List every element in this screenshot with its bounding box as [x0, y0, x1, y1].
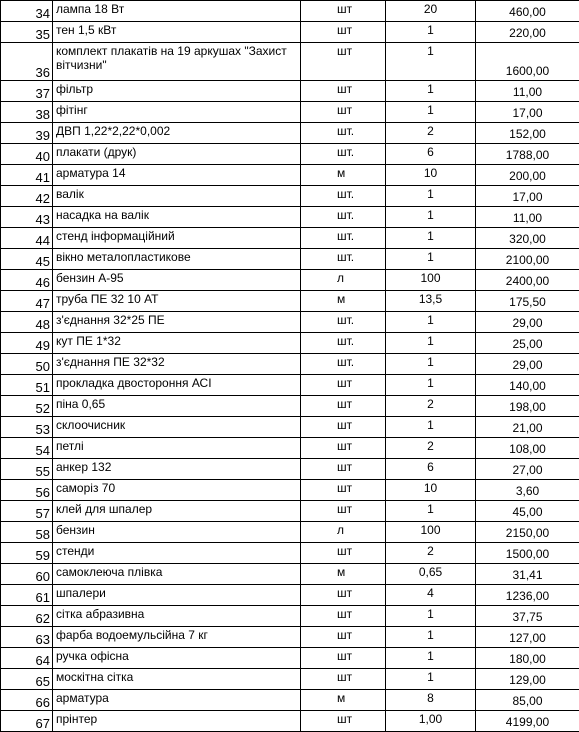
item-unit: шт — [301, 81, 386, 102]
row-number: 44 — [1, 228, 53, 249]
item-sum: 27,00 — [476, 459, 579, 480]
row-number: 67 — [1, 711, 53, 732]
table-row — [1, 627, 579, 648]
row-number: 66 — [1, 690, 53, 711]
item-name: валік — [53, 186, 301, 207]
row-number: 61 — [1, 585, 53, 606]
item-sum: 21,00 — [476, 417, 579, 438]
table-row — [1, 228, 579, 249]
item-sum: 129,00 — [476, 669, 579, 690]
item-name: лампа 18 Вт — [53, 1, 301, 22]
table-row — [1, 711, 579, 732]
row-number: 49 — [1, 333, 53, 354]
item-unit: шт. — [301, 144, 386, 165]
item-quantity: 1 — [386, 648, 476, 669]
item-sum: 1788,00 — [476, 144, 579, 165]
item-sum: 17,00 — [476, 102, 579, 123]
item-sum: 4199,00 — [476, 711, 579, 732]
item-sum: 180,00 — [476, 648, 579, 669]
item-quantity: 13,5 — [386, 291, 476, 312]
row-number: 62 — [1, 606, 53, 627]
item-quantity: 100 — [386, 522, 476, 543]
table-row — [1, 1, 579, 22]
row-number: 56 — [1, 480, 53, 501]
item-sum: 108,00 — [476, 438, 579, 459]
row-number: 63 — [1, 627, 53, 648]
item-quantity: 2 — [386, 438, 476, 459]
item-quantity: 1 — [386, 312, 476, 333]
table-row — [1, 690, 579, 711]
item-quantity: 2 — [386, 123, 476, 144]
row-number: 53 — [1, 417, 53, 438]
row-number: 34 — [1, 1, 53, 22]
table-row — [1, 459, 579, 480]
item-unit: шт — [301, 711, 386, 732]
table-row — [1, 396, 579, 417]
item-name: склоочисник — [53, 417, 301, 438]
table-row — [1, 417, 579, 438]
item-sum: 175,50 — [476, 291, 579, 312]
table-row — [1, 249, 579, 270]
item-quantity: 10 — [386, 165, 476, 186]
table-row — [1, 186, 579, 207]
table-row — [1, 81, 579, 102]
item-sum: 11,00 — [476, 207, 579, 228]
item-unit: м — [301, 165, 386, 186]
item-name: шпалери — [53, 585, 301, 606]
item-unit: шт — [301, 417, 386, 438]
item-name: саморіз 70 — [53, 480, 301, 501]
item-unit: шт — [301, 627, 386, 648]
item-quantity: 2 — [386, 396, 476, 417]
item-quantity: 1 — [386, 228, 476, 249]
row-number: 60 — [1, 564, 53, 585]
item-unit: шт — [301, 396, 386, 417]
item-quantity: 1 — [386, 606, 476, 627]
table-row — [1, 522, 579, 543]
item-name: анкер 132 — [53, 459, 301, 480]
item-quantity: 1 — [386, 669, 476, 690]
item-name: ручка офісна — [53, 648, 301, 669]
item-unit: л — [301, 522, 386, 543]
item-name: фітінг — [53, 102, 301, 123]
item-unit: шт — [301, 501, 386, 522]
row-number: 57 — [1, 501, 53, 522]
item-name: петлі — [53, 438, 301, 459]
item-unit: шт — [301, 43, 386, 81]
item-name: піна 0,65 — [53, 396, 301, 417]
item-unit: м — [301, 690, 386, 711]
row-number: 47 — [1, 291, 53, 312]
item-sum: 31,41 — [476, 564, 579, 585]
item-quantity: 10 — [386, 480, 476, 501]
item-sum: 11,00 — [476, 81, 579, 102]
row-number: 37 — [1, 81, 53, 102]
item-name: труба ПЕ 32 10 АТ — [53, 291, 301, 312]
table-row — [1, 354, 579, 375]
row-number: 39 — [1, 123, 53, 144]
table-row — [1, 291, 579, 312]
row-number: 65 — [1, 669, 53, 690]
item-sum: 140,00 — [476, 375, 579, 396]
item-name: сітка абразивна — [53, 606, 301, 627]
row-number: 52 — [1, 396, 53, 417]
row-number: 35 — [1, 22, 53, 43]
item-sum: 198,00 — [476, 396, 579, 417]
table-row — [1, 648, 579, 669]
item-sum: 29,00 — [476, 312, 579, 333]
item-sum: 220,00 — [476, 22, 579, 43]
item-sum: 37,75 — [476, 606, 579, 627]
item-sum: 45,00 — [476, 501, 579, 522]
item-sum: 25,00 — [476, 333, 579, 354]
item-name: клей для шпалер — [53, 501, 301, 522]
item-name: бензин А-95 — [53, 270, 301, 291]
item-sum: 200,00 — [476, 165, 579, 186]
item-quantity: 1 — [386, 207, 476, 228]
item-unit: шт — [301, 480, 386, 501]
item-quantity: 1 — [386, 22, 476, 43]
item-sum: 29,00 — [476, 354, 579, 375]
item-name: стенд інформаційний — [53, 228, 301, 249]
item-name: з'єднання 32*25 ПЕ — [53, 312, 301, 333]
item-name: кут ПЕ 1*32 — [53, 333, 301, 354]
item-name: ДВП 1,22*2,22*0,002 — [53, 123, 301, 144]
row-number: 59 — [1, 543, 53, 564]
item-sum: 1500,00 — [476, 543, 579, 564]
item-quantity: 2 — [386, 543, 476, 564]
row-number: 40 — [1, 144, 53, 165]
item-name: арматура 14 — [53, 165, 301, 186]
item-quantity: 1 — [386, 43, 476, 81]
item-unit: шт. — [301, 333, 386, 354]
table-row — [1, 144, 579, 165]
table-row — [1, 270, 579, 291]
item-unit: шт — [301, 543, 386, 564]
item-sum: 1600,00 — [476, 43, 579, 81]
item-sum: 2100,00 — [476, 249, 579, 270]
item-quantity: 1 — [386, 333, 476, 354]
item-quantity: 1 — [386, 627, 476, 648]
table-row — [1, 480, 579, 501]
item-sum: 1236,00 — [476, 585, 579, 606]
item-unit: л — [301, 270, 386, 291]
item-name: тен 1,5 кВт — [53, 22, 301, 43]
item-name: фарба водоемульсійна 7 кг — [53, 627, 301, 648]
item-sum: 127,00 — [476, 627, 579, 648]
item-name: плакати (друк) — [53, 144, 301, 165]
item-unit: шт — [301, 585, 386, 606]
row-number: 55 — [1, 459, 53, 480]
table-row — [1, 543, 579, 564]
item-sum: 2400,00 — [476, 270, 579, 291]
row-number: 42 — [1, 186, 53, 207]
item-name: фільтр — [53, 81, 301, 102]
item-unit: шт — [301, 1, 386, 22]
item-name: вікно металопластикове — [53, 249, 301, 270]
item-unit: м — [301, 564, 386, 585]
table-row — [1, 606, 579, 627]
item-quantity: 1 — [386, 102, 476, 123]
item-name: насадка на валік — [53, 207, 301, 228]
table-row — [1, 501, 579, 522]
table-row — [1, 165, 579, 186]
item-sum: 3,60 — [476, 480, 579, 501]
table-row — [1, 375, 579, 396]
item-quantity: 1,00 — [386, 711, 476, 732]
table-row — [1, 333, 579, 354]
table-row — [1, 207, 579, 228]
item-quantity: 20 — [386, 1, 476, 22]
item-unit: м — [301, 291, 386, 312]
row-number: 64 — [1, 648, 53, 669]
item-unit: шт. — [301, 312, 386, 333]
row-number: 54 — [1, 438, 53, 459]
item-name: прінтер — [53, 711, 301, 732]
item-name: арматура — [53, 690, 301, 711]
table-row — [1, 123, 579, 144]
item-quantity: 0,65 — [386, 564, 476, 585]
item-unit: шт — [301, 669, 386, 690]
item-sum: 320,00 — [476, 228, 579, 249]
item-quantity: 4 — [386, 585, 476, 606]
item-sum: 85,00 — [476, 690, 579, 711]
item-quantity: 1 — [386, 81, 476, 102]
item-quantity: 1 — [386, 249, 476, 270]
item-quantity: 6 — [386, 459, 476, 480]
table-row — [1, 312, 579, 333]
item-unit: шт — [301, 22, 386, 43]
row-number: 36 — [1, 43, 53, 81]
item-quantity: 100 — [386, 270, 476, 291]
table-row — [1, 564, 579, 585]
table-row — [1, 669, 579, 690]
item-unit: шт. — [301, 354, 386, 375]
table-row — [1, 43, 579, 81]
item-quantity: 1 — [386, 417, 476, 438]
row-number: 43 — [1, 207, 53, 228]
item-unit: шт. — [301, 186, 386, 207]
row-number: 41 — [1, 165, 53, 186]
item-sum: 152,00 — [476, 123, 579, 144]
item-quantity: 8 — [386, 690, 476, 711]
item-unit: шт. — [301, 228, 386, 249]
item-quantity: 1 — [386, 186, 476, 207]
item-name: комплект плакатів на 19 аркушах "Захист вітчизни" — [53, 43, 301, 81]
item-unit: шт — [301, 648, 386, 669]
item-name: стенди — [53, 543, 301, 564]
table-body — [1, 1, 579, 732]
row-number: 58 — [1, 522, 53, 543]
item-unit: шт — [301, 459, 386, 480]
item-name: москітна сітка — [53, 669, 301, 690]
item-unit: шт. — [301, 249, 386, 270]
row-number: 48 — [1, 312, 53, 333]
item-quantity: 1 — [386, 501, 476, 522]
row-number: 50 — [1, 354, 53, 375]
row-number: 45 — [1, 249, 53, 270]
table-row — [1, 585, 579, 606]
item-unit: шт — [301, 102, 386, 123]
item-unit: шт — [301, 606, 386, 627]
item-sum: 2150,00 — [476, 522, 579, 543]
table-row — [1, 102, 579, 123]
item-name: бензин — [53, 522, 301, 543]
item-quantity: 6 — [386, 144, 476, 165]
row-number: 38 — [1, 102, 53, 123]
item-unit: шт. — [301, 207, 386, 228]
table-row — [1, 22, 579, 43]
item-sum: 17,00 — [476, 186, 579, 207]
row-number: 46 — [1, 270, 53, 291]
table-row — [1, 438, 579, 459]
item-unit: шт. — [301, 123, 386, 144]
item-quantity: 1 — [386, 354, 476, 375]
item-sum: 460,00 — [476, 1, 579, 22]
item-name: з'єднання ПЕ 32*32 — [53, 354, 301, 375]
item-unit: шт — [301, 375, 386, 396]
item-name: прокладка двостороння АСІ — [53, 375, 301, 396]
item-unit: шт — [301, 438, 386, 459]
item-name: самоклеюча плівка — [53, 564, 301, 585]
row-number: 51 — [1, 375, 53, 396]
item-quantity: 1 — [386, 375, 476, 396]
